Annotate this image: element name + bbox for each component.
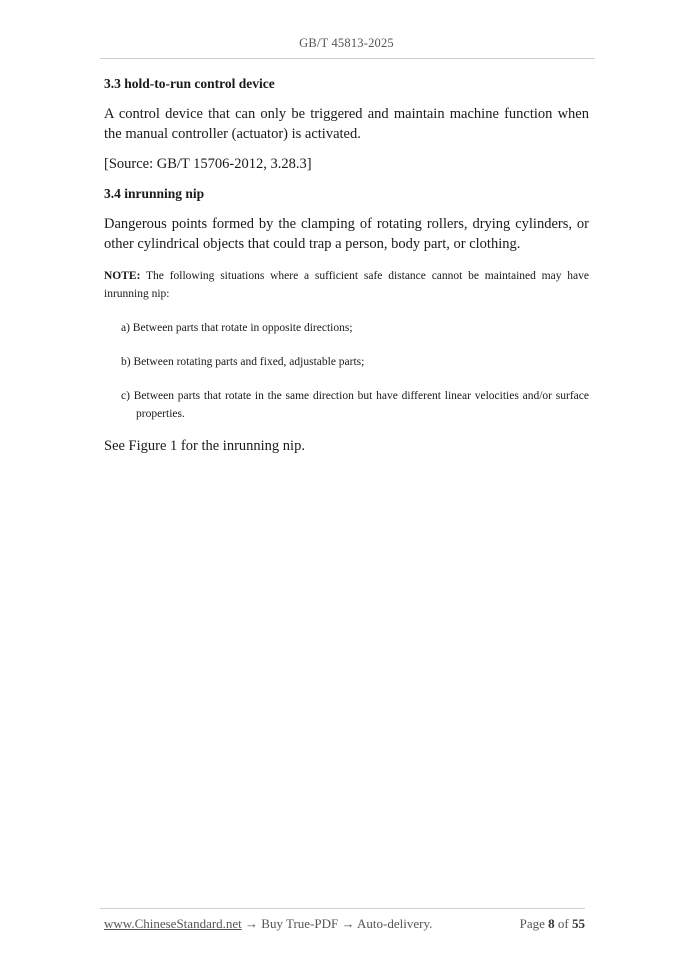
note-paragraph <box>104 267 589 303</box>
page-label: Page <box>519 916 545 931</box>
header-doc-id: GB/T 45813-2025 <box>299 36 394 50</box>
page-content <box>104 74 589 456</box>
note-text: The following situations where a sufficient safe distance cannot be maintained may have inrunning nip: <box>104 270 589 300</box>
page-number <box>520 916 585 932</box>
term-definition-3-4: Dangerous points formed by the clamping of rotating rollers, drying cylinders, or other cylindrical objects that could trap a person, body part, or clothing. <box>104 216 589 252</box>
term-heading-3-4: 3.4 inrunning nip <box>104 186 205 201</box>
figure-reference: See Figure 1 for the inrunning nip. <box>104 438 305 454</box>
page-of: of <box>557 916 569 931</box>
footer-tagline: → Buy True-PDF → Auto-delivery. <box>241 916 433 931</box>
term-definition-3-3: A control device that can only be triggered and maintain machine function when the manual controller (actuator) is activated. <box>104 106 589 142</box>
header-divider <box>100 58 595 59</box>
list-item: a) Between parts that rotate in opposite directions; <box>121 322 353 334</box>
footer-site <box>104 916 432 932</box>
page-current: 8 <box>548 916 555 931</box>
list-item: b) Between rotating parts and fixed, adjustable parts; <box>121 356 365 368</box>
page-total: 55 <box>572 916 585 931</box>
site-link[interactable]: www.ChineseStandard.net <box>104 916 242 931</box>
list-item: c) Between parts that rotate in the same direction but have different linear velocities and/or surface properties. <box>121 390 589 420</box>
footer-divider <box>100 908 585 909</box>
term-source-3-3: [Source: GB/T 15706-2012, 3.28.3] <box>104 156 312 172</box>
note-label: NOTE: <box>104 270 141 282</box>
term-heading-3-3: 3.3 hold-to-run control device <box>104 76 275 91</box>
